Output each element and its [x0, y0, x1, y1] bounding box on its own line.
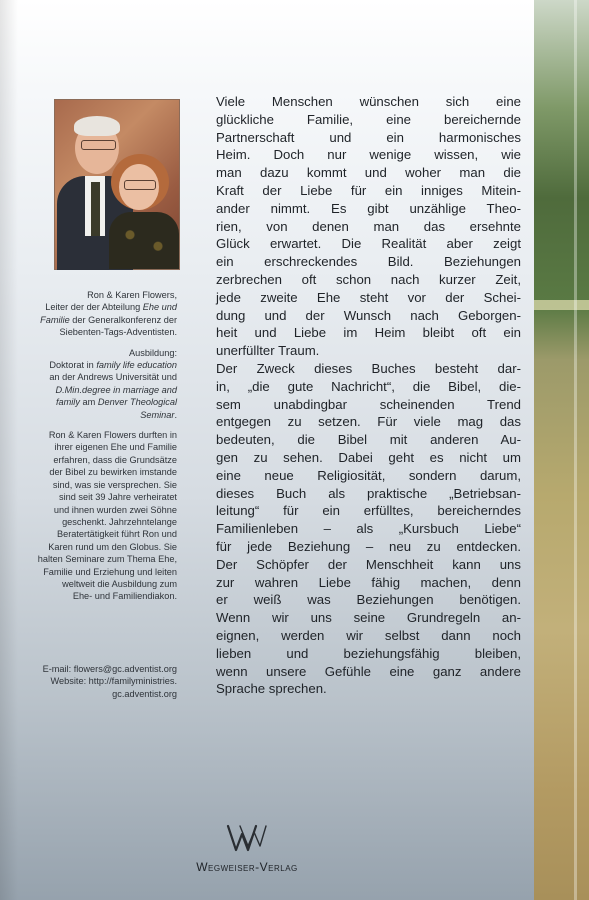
publisher-logo-icon — [226, 822, 268, 854]
author-names: Ron & Karen Flowers, — [87, 290, 177, 300]
education-heading: Ausbildung: — [128, 347, 177, 358]
author-role-line: Familie der Generalkonferenz der — [40, 314, 177, 325]
book-blurb — [216, 93, 521, 698]
author-contact — [30, 663, 177, 700]
publisher-name: Wegweiser-Verlag — [196, 860, 298, 874]
publisher-block — [172, 822, 322, 874]
education-line: family am Denver Theological — [55, 397, 177, 408]
author-bio — [30, 289, 177, 603]
front-cover-photo-edge — [534, 0, 589, 900]
education-line: an der Andrews Universität und — [49, 372, 177, 383]
contact-email: E-mail: flowers@gc.adventist.org — [42, 664, 177, 674]
contact-website-cont: gc.adventist.org — [112, 688, 177, 699]
blurb-paragraph-1: Viele Menschen wünschen sich eine glückliche Familie, eine bereichernde Partnerschaft und ein harmonisches Heim. Doch nur wenige wissen, wie man dazu kommt und woher man die Kraft der Liebe für ein inniges Mitein- ander nimmt. Es gibt unzählige Theo- rien, von denen man das ersehnte Glück erwartet. Die Realität aber zeigt ein erschreckendes Bild. Beziehungen zerbrechen oft schon nach kurzer Zeit, jede zweite Ehe steht vor der Schei- dung und der Wunsch nach Geborgen- heit und Liebe im Heim bleibt oft ein unerfüllter Traum. — [216, 94, 521, 359]
blurb-paragraph-2: Der Zweck dieses Buches besteht dar- in, „die gute Nachricht“, die Bibel, die- sem unabdingbar scheinenden Trend entgegen zu setzen. Für viele mag das bedeuten, die Bibel mit anderen Au- gen zu sehen. Dabei geht es nicht um eine neue Religiosität, sondern darum, dieses Buch als praktische „Betriebsan- leitung“ für ein erfülltes, bereicherndes Familienleben – als „Kursbuch Liebe“ für jede Beziehung – neu zu entdecken. Der Schöpfer der Menschheit kann uns zur wahren Liebe fähig machen, denn er weiß was Beziehungen benötigen. Wenn wir uns seine Grundregeln an- eignen, werden wir selbst dann noch lieben und beziehungsfähig bleiben, wenn unsere Gefühle eine ganz andere Sprache sprechen. — [216, 360, 521, 697]
education-line: D.Min.degree in marriage and — [55, 384, 177, 395]
author-story: Ron & Karen Flowers durften in ihrer eigenen Ehe und Familie erfahren, dass die Grundsätze der Bibel zu bewirken imstande sind, was sie versprechen. Sie sind seit 39 Jahre verheiratet und ihnen wurden zwei Söhne geschenkt. Jahrzehntelange Beratertätigkeit führt Ron und Karen rund um den Globus. Sie halten Seminare zum Thema Ehe, Familie und Erziehung und leiten weltweit die Ausbildung zum Ehe- und Familiendiakon. — [37, 430, 177, 602]
education-line: Seminar. — [140, 409, 177, 420]
author-role-line: Siebenten-Tags-Adventisten. — [59, 327, 177, 338]
contact-website: Website: http://familyministries. — [50, 676, 177, 687]
education-line: Doktorat in family life education — [49, 360, 177, 371]
author-portrait-photo — [54, 99, 180, 270]
author-role-line: Leiter der der Abteilung Ehe und — [45, 302, 177, 313]
